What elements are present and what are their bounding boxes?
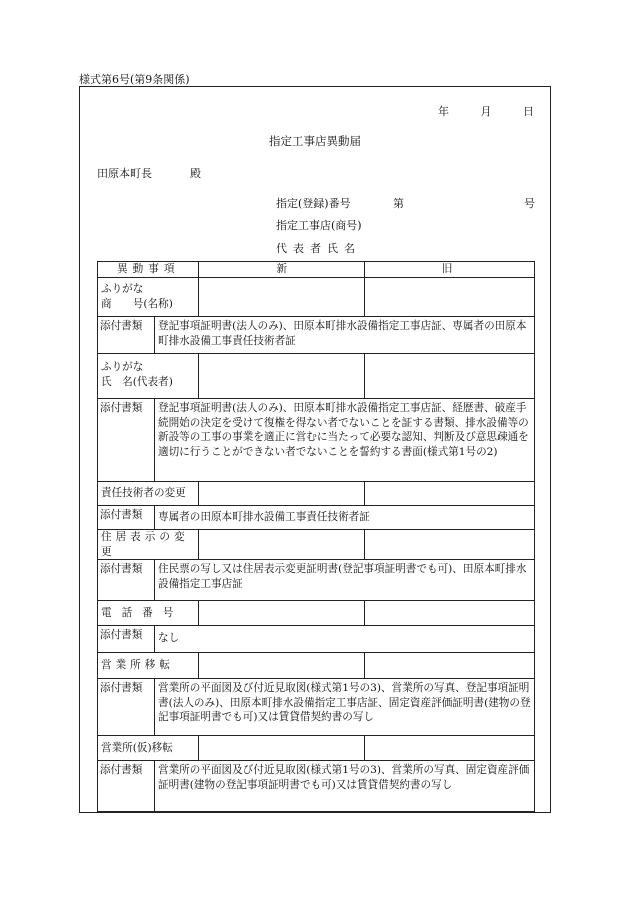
row-shop-name <box>98 278 535 317</box>
attachment-text: 営業所の平面図及び付近見取図(様式第1号の3)、営業所の写真、登記事項証明書(法人のみ)、田原本町排水設備指定工事店証、固定資産評価証明書(建物の登記事項証明書でも可)又は賃貸借契約書の写し <box>158 682 531 723</box>
row-phone <box>98 601 535 626</box>
attachment-label: 添付書類 <box>100 682 143 694</box>
registration-number-line <box>276 195 535 211</box>
old-temp-office-cell[interactable] <box>365 736 535 761</box>
attachment-text: なし <box>158 632 180 644</box>
row-label-office: 営業所移転 <box>98 653 199 679</box>
new-engineer-cell[interactable] <box>199 482 365 506</box>
header-old: 旧 <box>365 262 535 278</box>
shop-name-label: 指定工事店(商号) <box>276 219 362 232</box>
attachment-text: 登記事項証明書(法人のみ)、田原本町排水設備指定工事店証、経歴書、破産手続開始の決定を受けて復権を得ない者でないことを証する書類、排水設備等の新設等の工事の事業を適正に営むに当たって必要な認知、判断及び意思疎通を適切に行うことができない者でないことを誓約する書面(様式第1号の2) <box>158 402 529 458</box>
change-items-table <box>97 261 535 812</box>
row-temp-office-move <box>98 736 535 761</box>
row-phone-attachments <box>98 626 535 653</box>
date-line <box>410 103 534 119</box>
old-engineer-cell[interactable] <box>365 482 535 506</box>
form-number-label: 様式第6号(第9条関係) <box>79 73 190 86</box>
row-label-shop: 商 号(名称) <box>101 297 173 310</box>
header-change-item: 異動事項 <box>98 262 199 278</box>
furigana-label: ふりがな <box>101 283 144 295</box>
addressee <box>97 165 201 181</box>
row-shop-attachments <box>98 317 535 354</box>
row-label-temp-office: 営業所(仮)移転 <box>98 736 199 761</box>
attachment-label: 添付書類 <box>100 402 143 414</box>
registration-number-prefix: 第 <box>393 197 404 210</box>
row-office-attachments <box>98 679 535 736</box>
attachment-label: 添付書類 <box>100 509 143 521</box>
old-shop-name-cell[interactable] <box>365 278 535 317</box>
row-temp-office-attachments <box>98 761 535 812</box>
row-representative <box>98 354 535 399</box>
date-year: 年 <box>438 105 449 118</box>
row-representative-attachments <box>98 399 535 482</box>
furigana-label: ふりがな <box>101 361 144 373</box>
representative-label: 代表者氏名 <box>276 242 361 255</box>
row-label-representative: 氏 名(代表者) <box>101 375 173 388</box>
old-representative-cell[interactable] <box>365 354 535 399</box>
date-month: 月 <box>480 105 492 118</box>
row-label-engineer: 責任技術者の変更 <box>98 482 199 506</box>
row-engineer-change <box>98 482 535 506</box>
attachment-text: 住民票の写し又は住居表示変更証明書(登記事項証明書でも可)、田原本町排水設備指定工事店証 <box>158 563 527 590</box>
attachment-text: 専属者の田原本町排水設備工事責任技術者証 <box>158 511 370 523</box>
addressee-name: 田原本町長 <box>97 167 152 180</box>
new-office-cell[interactable] <box>199 653 365 679</box>
attachment-label: 添付書類 <box>100 629 143 641</box>
form-frame <box>79 86 551 813</box>
row-address-attachments <box>98 560 535 601</box>
new-representative-cell[interactable] <box>199 354 365 399</box>
old-phone-cell[interactable] <box>365 601 535 626</box>
document-title: 指定工事店異動届 <box>269 134 361 148</box>
attachment-text: 登記事項証明書(法人のみ)、田原本町排水設備指定工事店証、専属者の田原本町排水設備工事責任技術者証 <box>158 320 527 347</box>
row-office-move <box>98 653 535 679</box>
new-shop-name-cell[interactable] <box>199 278 365 317</box>
row-address-change <box>98 530 535 560</box>
attachment-label: 添付書類 <box>100 320 143 332</box>
old-address-cell[interactable] <box>365 530 535 560</box>
registration-number-suffix: 号 <box>524 197 535 210</box>
new-temp-office-cell[interactable] <box>199 736 365 761</box>
new-phone-cell[interactable] <box>199 601 365 626</box>
header-new: 新 <box>199 262 365 278</box>
row-label-address: 住居表示の変更 <box>98 530 199 560</box>
attachment-label: 添付書類 <box>100 563 143 575</box>
table-header-row <box>98 262 535 278</box>
row-engineer-attachments <box>98 506 535 530</box>
date-day: 日 <box>523 105 534 118</box>
attachment-text: 営業所の平面図及び付近見取図(様式第1号の3)、営業所の写真、固定資産評価証明書(建物の登記事項証明書でも可)又は賃貸借契約書の写し <box>158 764 530 791</box>
addressee-honorific: 殿 <box>190 167 201 180</box>
attachment-label: 添付書類 <box>100 764 143 776</box>
row-label-phone: 電話番号 <box>98 601 199 626</box>
new-address-cell[interactable] <box>199 530 365 560</box>
old-office-cell[interactable] <box>365 653 535 679</box>
registration-number-label: 指定(登録)番号 <box>276 197 351 210</box>
